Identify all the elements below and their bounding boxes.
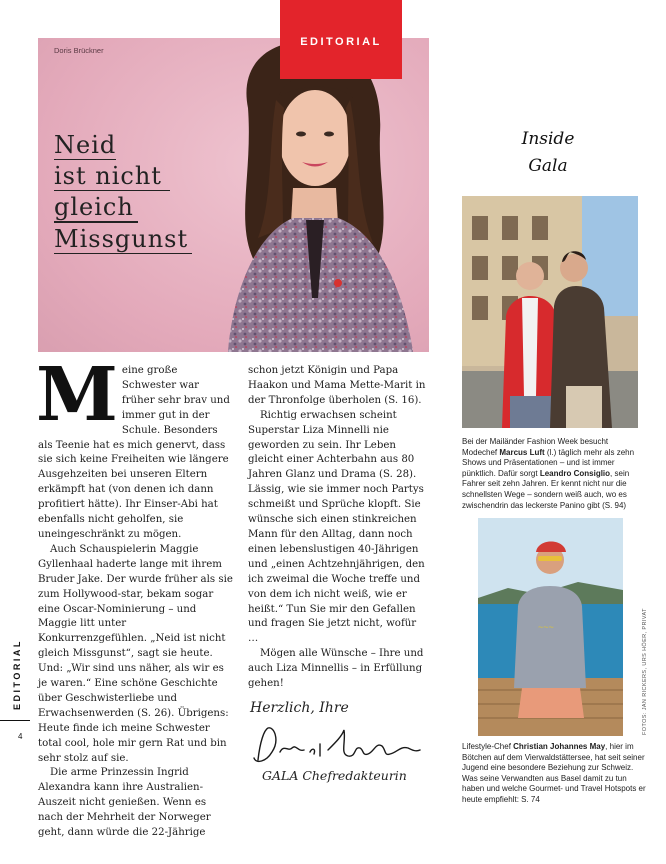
caption-text: , hier im Bötchen auf dem Vierwaldstättersee, hat seit seiner Jugend eine besondere Beziehung zur Schweiz. Was seine Verwandten aus Basel damit zu tun haben und welche Gourmet- und Travel Hotspots er heute empfiehlt: S. 74 (462, 742, 646, 804)
caption-lake-boat (462, 742, 648, 806)
section-tag (280, 0, 402, 79)
caption-fashion-week (462, 437, 640, 511)
caption-name: Christian Johannes May (513, 742, 606, 751)
headline-line: Neid (54, 131, 117, 159)
section-divider (0, 720, 30, 721)
greeting: Herzlich, Ihre (250, 700, 349, 716)
inside-gala-heading (508, 126, 588, 180)
caption-text: , sein Fahrer seit zehn Jahren. Er kennt nicht nur die schnellsten Wege – sondern weiß auch, wo es zwischendrin das leckerste Panino gibt (S. 94) (462, 468, 630, 510)
headline-line: ist nicht (54, 162, 162, 191)
headline (54, 129, 214, 254)
article-paragraph: Die arme Prinzessin Ingrid Alexandra kann ihre Australien-Auszeit nicht genießen. Wenn es nach der Mehrheit der Norweger geht, dann würde die 22-Jährige (38, 767, 211, 839)
caption-text: (l.) täglich mehr als zehn Shows und Präsentationen – und ist immer pünktlich. Dafür sorgt (462, 447, 635, 478)
paragraph-text: eine große Schwester war früher sehr brav und immer gut in der Schule. Besonders als Teenie hat es mich genervt, dass sie sich keine Freiheiten wie längere Ausgehzeiten bei unseren Eltern erkämpft hat (von denen ich dann profitiert hätte). Ihr Einser-Abi hat ebenfalls nicht geholfen, sie uneingeschränkt zu mögen. (38, 365, 230, 540)
drop-cap: M (36, 352, 118, 438)
sign-off (250, 700, 425, 783)
author-role: GALA Chefredakteurin (262, 768, 407, 783)
article-paragraph: Richtig erwachsen scheint Superstar Liza Minnelli nie geworden zu sein. Ihr Leben gleicht einer Achterbahn aus 80 Jahren Glanz und Drama (S. 28). Lässig, wie sie immer noch Partys schmeißt und Sprüche klopft. Sie wünsche sich einen stinkreichen Mann für den Alltag, dann noch einen lebenslustigen 40-Jährigen und „einen Achtzehnjährigen, den ich zweimal die Woche treffe und von dem ich nicht weiß, wie er heißt.“ Tun Sie mir den Gefallen und fragen Sie jetzt nicht, wofür … (248, 409, 425, 645)
headline-line: gleich (54, 193, 134, 222)
caption-name: Leandro Consiglio (539, 468, 611, 478)
inside-heading-line: Gala (528, 156, 568, 176)
editor-portrait (188, 38, 429, 352)
svg-text:~~~: ~~~ (538, 622, 554, 632)
photo-lake-boat-image (478, 518, 623, 736)
article-paragraph: Auch Schauspielerin Maggie Gyllenhaal haderte lange mit ihrem Bruder Jake. Der wurde früher als sie zum Hollywood-star, bekam sogar eine Oscar-Nominierung – und Maggie litt unter Konkurrenzgefühlen. „Neid ist nicht gleich Missgunst“, sagt sie heute. Und: „Wir sind uns näher, als wir es je waren.“ Eine schöne Geschichte über Geschwisterliebe und Erwachsenwerden (S. 26). Übrigens: Heute finde ich meine Schwester total cool, hole mir gern Rat und bin sehr stolz auf sie. (38, 543, 233, 764)
article-paragraph (36, 352, 234, 543)
article-paragraph: schon jetzt Königin und Papa Haakon und Mama Mette-Marit in der Thronfolge überholen (S. 16). (248, 365, 426, 406)
headline-line: Missgunst (54, 224, 189, 253)
hero-image (38, 38, 429, 352)
photographer-credit: Doris Brückner (54, 46, 104, 55)
section-tag-label: EDITORIAL (300, 36, 382, 48)
photo-fashion-week-image (462, 196, 638, 428)
caption-text: Bei der Mailänder Fashion Week besucht Modechef (462, 437, 609, 457)
photo-fashion-week (462, 196, 638, 428)
section-vertical-label: EDITORIAL (12, 639, 22, 710)
caption-name: Marcus Luft (499, 447, 545, 457)
photo-credits: FOTOS: JAN RICKERS, URS HÖER, PRIVAT (642, 608, 648, 735)
inside-heading-line: Inside (521, 129, 575, 149)
article-column-2 (248, 364, 426, 692)
signature (250, 722, 425, 772)
caption-text: Lifestyle-Chef (462, 742, 514, 751)
article-column-1 (36, 352, 234, 841)
photo-lake-boat (478, 518, 623, 736)
page-number: 4 (18, 732, 23, 741)
article-paragraph: Mögen alle Wünsche – Ihre und auch Liza Minnellis – in Erfüllung gehen! (248, 648, 424, 690)
